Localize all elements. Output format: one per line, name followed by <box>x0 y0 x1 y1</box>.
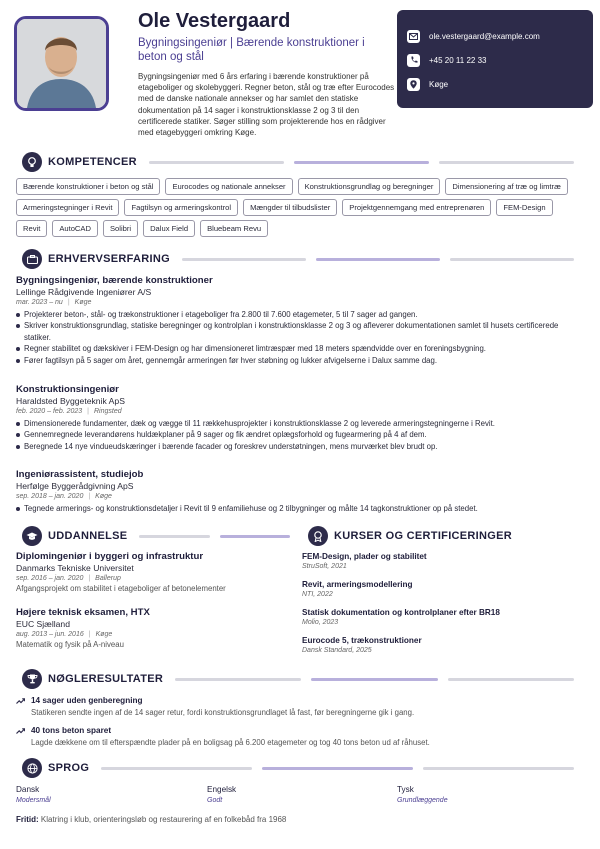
course-title: Revit, armeringsmodellering <box>302 580 413 589</box>
courses-section-title: KURSER OG CERTIFICERINGER <box>334 530 513 542</box>
skill-tag: Dimensionering af træ og limtræ <box>445 178 567 195</box>
skill-tag: Mængder til tilbudslister <box>243 199 337 216</box>
education-meta: sep. 2016 – jan. 2020 | Ballerup <box>16 575 121 582</box>
course-meta: Dansk Standard, 2025 <box>302 647 372 654</box>
job-entry <box>16 469 586 514</box>
skill-tag: Dalux Field <box>143 220 195 237</box>
job-location: Ringsted <box>94 408 122 415</box>
skill-tag: Bluebeam Revu <box>200 220 268 237</box>
course-entry <box>302 580 582 598</box>
job-dates: feb. 2020 – feb. 2023 <box>16 408 83 415</box>
language-level: Godt <box>207 797 223 804</box>
section-divider <box>182 258 574 261</box>
phone-icon <box>407 54 420 67</box>
contact-location <box>407 72 583 96</box>
hobby-line <box>16 815 286 824</box>
results-section-header <box>22 669 574 689</box>
contact-panel <box>397 10 593 108</box>
education-section-title: UDDANNELSE <box>48 530 128 542</box>
skill-tag: Solibri <box>103 220 138 237</box>
skill-tag: AutoCAD <box>52 220 98 237</box>
result-title: 14 sager uden genberegning <box>31 696 143 705</box>
trend-up-icon <box>16 728 25 734</box>
mail-icon <box>407 30 420 43</box>
job-dates: mar. 2023 – nu <box>16 299 63 306</box>
job-bullet: Regner stabilitet og dækskiver i FEM-Design og har dimensioneret limtræspær med 18 meters spændvidde over en foreningsbygning. <box>16 343 586 354</box>
lightbulb-icon <box>22 152 42 172</box>
job-company: Herfølge Byggerådgivning ApS <box>16 481 134 491</box>
course-entry <box>302 608 582 626</box>
education-dates: aug. 2013 – jun. 2016 <box>16 631 84 638</box>
course-title: Eurocode 5, trækonstruktioner <box>302 636 422 645</box>
contact-email[interactable] <box>407 24 583 48</box>
education-dates: sep. 2016 – jan. 2020 <box>16 575 84 582</box>
skill-tag: FEM-Design <box>496 199 552 216</box>
skills-section-title: KOMPETENCER <box>48 156 137 168</box>
results-section-title: NØGLERESULTATER <box>48 673 164 685</box>
skills-section-header <box>22 152 574 172</box>
location-text: Køge <box>429 79 449 89</box>
skills-list <box>16 178 586 237</box>
skill-tag: Fagtilsyn og armeringskontrol <box>124 199 238 216</box>
languages-section-header <box>22 758 574 778</box>
job-bullets <box>16 503 586 514</box>
result-heading <box>16 726 586 735</box>
job-bullet: Dimensionerede fundamenter, dæk og vægge til 11 rækkehusprojekter i konstruktionsklasse 2 og leverede armeringstegningerne i Revit. <box>16 418 586 429</box>
job-meta: mar. 2023 – nu | Køge <box>16 299 92 306</box>
skill-tag: Bærende konstruktioner i beton og stål <box>16 178 160 195</box>
course-entry <box>302 636 582 654</box>
phone-text: +45 20 11 22 33 <box>429 55 487 65</box>
result-entry <box>16 726 586 747</box>
course-title: Statisk dokumentation og kontrolplaner efter BR18 <box>302 608 500 617</box>
candidate-name: Ole Vestergaard <box>138 10 291 32</box>
language-level: Modersmål <box>16 797 51 804</box>
section-divider <box>149 161 574 164</box>
award-icon <box>308 526 328 546</box>
result-desc: Lagde dækkene om til efterspændte plader på en boligsag på 6.200 etagemeter og tog 40 tons beton ud af råhuset. <box>31 738 430 747</box>
job-location: Køge <box>95 493 112 500</box>
education-desc: Matematik og fysik på A-niveau <box>16 640 124 649</box>
job-bullet: Beregnede 14 nye vindueudskæringer i bærende facader og foreskrev understøtningen, mens murværket blev brudt op. <box>16 441 586 452</box>
skill-tag: Eurocodes og nationale annekser <box>165 178 292 195</box>
course-meta: Molio, 2023 <box>302 619 339 626</box>
courses-section-header <box>308 526 578 546</box>
job-bullet: Tegnede armerings- og konstruktionsdetaljer i Revit til 9 enfamiliehuse og 2 tilbygninger og målte 14 tagkonstruktioner op på stedet. <box>16 503 586 514</box>
profile-photo <box>14 16 109 111</box>
languages-section-title: SPROG <box>48 762 90 774</box>
course-entry <box>302 552 582 570</box>
job-bullet: Skriver konstruktionsgrundlag, statiske beregninger og kontrolplan i konstruktionsklasse 2 og 3 og afleverer dokumentationen samlet til husets certificerede statiker. <box>16 320 586 343</box>
job-dates: sep. 2018 – jan. 2020 <box>16 493 84 500</box>
experience-section-header <box>22 249 574 269</box>
job-meta: sep. 2018 – jan. 2020 | Køge <box>16 493 112 500</box>
education-degree: Højere teknisk eksamen, HTX <box>16 607 150 618</box>
section-divider <box>139 535 290 538</box>
job-title: Ingeniørassistent, studiejob <box>16 469 144 480</box>
result-entry <box>16 696 586 717</box>
section-divider <box>175 678 574 681</box>
map-pin-icon <box>407 78 420 91</box>
job-entry <box>16 384 586 452</box>
education-school: Danmarks Tekniske Universitet <box>16 563 134 573</box>
job-title: Konstruktionsingeniør <box>16 384 119 395</box>
graduation-cap-icon <box>22 526 42 546</box>
job-company: Haraldsted Byggeteknik ApS <box>16 396 125 406</box>
education-entry <box>16 607 286 649</box>
language-name: Dansk <box>16 785 40 794</box>
job-company: Lellinge Rådgivende Ingeniører A/S <box>16 287 152 297</box>
job-bullets <box>16 309 586 366</box>
candidate-title: Bygningsingeniør | Bærende konstruktioner i beton og stål <box>138 37 365 63</box>
trend-up-icon <box>16 698 25 704</box>
hobby-label: Fritid: <box>16 815 39 824</box>
skill-tag: Projektgennemgang med entreprenøren <box>342 199 491 216</box>
education-desc: Afgangsprojekt om stabilitet i etageboliger af betonelementer <box>16 584 226 593</box>
job-title: Bygningsingeniør, bærende konstruktioner <box>16 275 213 286</box>
education-entry <box>16 551 286 593</box>
course-meta: StruSoft, 2021 <box>302 563 347 570</box>
result-heading <box>16 696 586 705</box>
experience-section-title: ERHVERVSERFARING <box>48 253 170 265</box>
job-meta: feb. 2020 – feb. 2023 | Ringsted <box>16 408 122 415</box>
education-section-header <box>22 526 290 546</box>
result-desc: Statikeren sendte ingen af de 14 sager retur, fordi konstruktionsgrundlaget lå fast, før beregningerne gik i gang. <box>31 708 415 717</box>
education-location: Køge <box>95 631 113 638</box>
contact-phone[interactable] <box>407 48 583 72</box>
language-level: Grundlæggende <box>397 797 448 804</box>
education-degree: Diplomingeniør i byggeri og infrastruktur <box>16 551 204 562</box>
job-bullets <box>16 418 586 452</box>
profile-summary: Bygningsingeniør med 6 års erfaring i bærende konstruktioner på etageboliger og skolebyggeri. Regner beton, stål og træ efter Eurocodes med de danske nationale annekser og har samlet den statiske dokumentation på 14 sager i konstruktionsklasse 2 og 3 til den certificerede statiker. Søger stilling som projekterende hos en rådgiver med etagebyggeri omkring Køge. <box>138 72 395 138</box>
course-title: FEM-Design, plader og stabilitet <box>302 552 427 561</box>
language-entry <box>397 785 577 804</box>
language-name: Engelsk <box>207 785 237 794</box>
job-entry <box>16 275 586 366</box>
section-divider <box>101 767 574 770</box>
language-entry <box>16 785 196 804</box>
course-meta: NTI, 2022 <box>302 591 333 598</box>
job-bullet: Gennemregnede leverandørens huldækplaner på 9 sager og fik ændret oplægsforhold og fugearmering på 4 af dem. <box>16 429 586 440</box>
skill-tag: Revit <box>16 220 47 237</box>
job-bullet: Projekterer beton-, stål- og trækonstruktioner i etageboliger fra 2.800 til 7.600 etagemeter, 5 til 7 sager ad gangen. <box>16 309 586 320</box>
trophy-icon <box>22 669 42 689</box>
skill-tag: Armeringstegninger i Revit <box>16 199 119 216</box>
job-bullet: Fører fagtilsyn på 5 sager om året, gennemgår armeringen før hver støbning og lukker afvigelserne i Dalux samme dag. <box>16 355 586 366</box>
result-title: 40 tons beton sparet <box>31 726 112 735</box>
language-entry <box>207 785 387 804</box>
language-name: Tysk <box>397 785 414 794</box>
education-meta: aug. 2013 – jun. 2016 | Køge <box>16 631 113 638</box>
globe-icon <box>22 758 42 778</box>
education-school: EUC Sjælland <box>16 619 70 629</box>
briefcase-icon <box>22 249 42 269</box>
skill-tag: Konstruktionsgrundlag og beregninger <box>298 178 441 195</box>
education-location: Ballerup <box>95 575 121 582</box>
hobby-text: Klatring i klub, orienteringsløb og restaurering af en folkebåd fra 1968 <box>40 815 287 824</box>
job-location: Køge <box>74 299 92 306</box>
email-text: ole.vestergaard@example.com <box>429 31 540 41</box>
